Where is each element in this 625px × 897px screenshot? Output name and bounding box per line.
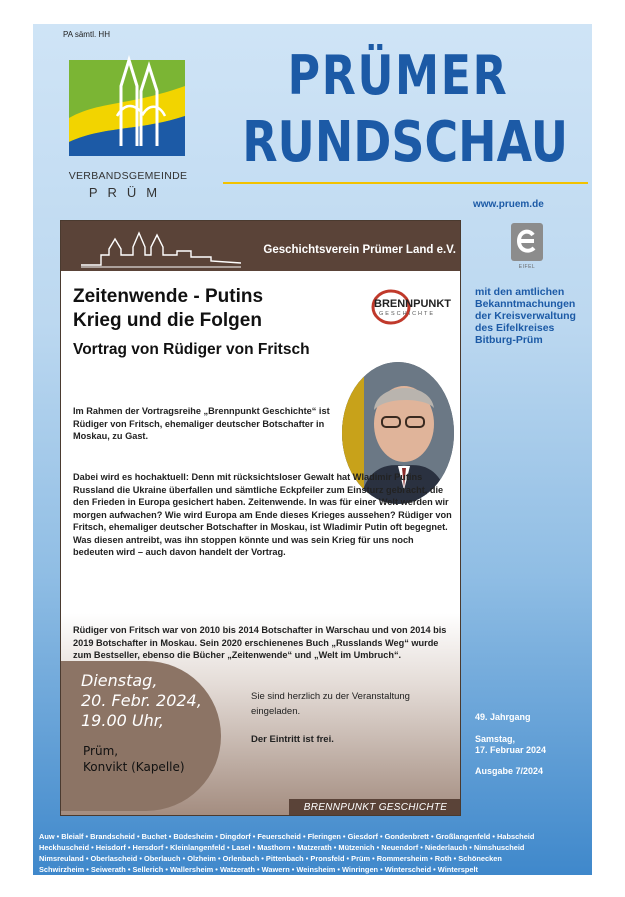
intro-paragraph: Im Rahmen der Vortragsreihe „Brennpunkt Geschichte“ ist Rüdiger von Fritsch, ehemaliger deutscher Botschafter in Moskau, zu Gast. <box>73 406 330 441</box>
municipality-list <box>33 829 592 875</box>
municipality-line-1: Auw • Bleialf • Brandscheid • Buchet • Büdesheim • Dingdorf • Feuerscheid • Fleringen • Giesdorf • Gondenbrett • Großlangenfeld • Habscheid <box>39 832 535 841</box>
website-link[interactable]: www.pruem.de <box>473 199 544 210</box>
pa-label: PA sämtl. HH <box>63 30 110 39</box>
municipality-line-3: Nimsreuland • Oberlascheid • Oberlauch • Olzheim • Orlenbach • Pittenbach • Pronsfeld • Prüm • Rommersheim • Roth • Schönecken <box>39 854 502 863</box>
poster-title <box>73 285 343 333</box>
verbandsgemeinde-label: VERBANDSGEMEINDE <box>68 170 188 182</box>
town-skyline-icon <box>81 225 241 269</box>
issue-number: Ausgabe 7/2024 <box>475 766 544 776</box>
event-date-circle <box>61 661 221 811</box>
eifel-logo-icon <box>511 223 543 261</box>
issue-volume: 49. Jahrgang <box>475 712 531 722</box>
newspaper-page <box>33 24 592 875</box>
issue-date: 17. Februar 2024 <box>475 745 547 755</box>
series-banner: BRENNPUNKT GESCHICHTE <box>289 799 461 816</box>
poster-title-line2: Krieg und die Folgen <box>73 310 262 331</box>
brennpunkt-logo-subtext: GESCHICHTE <box>379 311 436 317</box>
main-paragraph: Dabei wird es hochaktuell: Denn mit rücksichtsloser Gewalt hat Wladimir Putins Russland die Ukraine überfallen und sämtliche Eckpfeiler zum Einsturz gebracht, die den Frieden in Europa gesichert haben. Zeitenwende. In was für einer Welt werden wir morgen aufwachen? Wie wird Europa am Ende dieses Krieges aussehen? Rüdiger von Fritsch, ehemaliger deutscher Botschafter in Moskau, ist Wladimir Putin oft begegnet. Was diesen antreibt, was ihn stoppen könnte und was sein Krieg für uns noch bedeuten wird – auch davon handelt der Vortrag. <box>73 472 452 557</box>
event-day: Dienstag, <box>81 671 158 690</box>
town-label: PRÜM <box>88 185 168 200</box>
eifel-label: EIFEL <box>518 264 536 270</box>
event-poster <box>60 220 461 816</box>
event-town: Prüm, <box>83 744 119 758</box>
brennpunkt-logo-text: BRENNPUNKT <box>374 298 451 310</box>
poster-header <box>61 221 461 271</box>
verbandsgemeinde-logo <box>69 46 185 156</box>
event-date: 20. Febr. 2024, <box>81 691 202 710</box>
masthead-title-line1: PRÜMER <box>287 44 509 107</box>
poster-title-line1: Zeitenwende - Putins <box>73 286 264 307</box>
poster-subtitle: Vortrag von Rüdiger von Fritsch <box>73 341 310 358</box>
issue-day: Samstag, <box>475 734 516 744</box>
history-society-name: Geschichtsverein Prümer Land e.V. <box>263 244 456 256</box>
municipality-line-4: Schwirzheim • Seiwerath • Sellerich • Wallersheim • Watzerath • Wawern • Weinsheim • Winringen • Winterscheid • Winterspelt <box>39 865 478 874</box>
masthead-title-line2: RUNDSCHAU <box>242 110 569 175</box>
municipality-line-2: Heckhuscheid • Heisdorf • Hersdorf • Kleinlangenfeld • Lasel • Masthorn • Matzerath • Mützenich • Neuendorf • Niederlauch • Nimshuscheid <box>39 843 525 852</box>
event-venue: Konvikt (Kapelle) <box>83 760 185 774</box>
official-announcements-note: mit den amtlichen Bekanntmachungen der Kreisverwaltung des Eifelkreises Bitburg-Prüm <box>475 286 576 346</box>
event-time: 19.00 Uhr, <box>81 711 164 730</box>
free-entry-text: Der Eintritt ist frei. <box>251 734 334 745</box>
invitation-text: Sie sind herzlich zu der Veranstaltung eingeladen. <box>251 691 410 717</box>
masthead-rule <box>223 182 588 184</box>
bio-paragraph: Rüdiger von Fritsch war von 2010 bis 2014 Botschafter in Warschau und von 2014 bis 2019 Botschafter in Moskau. Sein 2020 erschienenes Buch „Russlands Weg“ wurde zum Bestseller, ebenso die Bücher „Zeitenwende“ und „Welt im Umbruch“. <box>73 625 447 660</box>
